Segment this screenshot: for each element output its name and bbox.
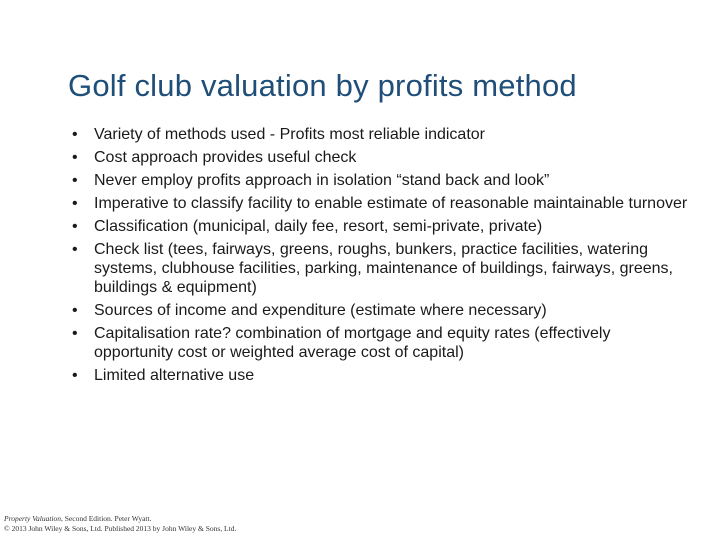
bullet-text: Check list (tees, fairways, greens, roughs, bunkers, practice facilities, watering systems, clubhouse facilities, parking, maintenance of buildings, fairways, greens, buildings & equipment): [94, 241, 673, 296]
bullet-dot-icon: •: [72, 195, 78, 212]
bullet-list: [72, 125, 692, 389]
bullet-dot-icon: •: [72, 367, 78, 384]
bullet-text: Never employ profits approach in isolation “stand back and look”: [94, 172, 550, 189]
bullet-item: [72, 194, 692, 213]
bullet-text: Imperative to classify facility to enable estimate of reasonable maintainable turnover: [94, 195, 688, 212]
copyright-footer: [4, 514, 236, 534]
bullet-dot-icon: •: [72, 241, 78, 258]
bullet-dot-icon: •: [72, 172, 78, 189]
footer-copyright: © 2013 John Wiley & Sons, Ltd. Published 2013 by John Wiley & Sons, Ltd.: [4, 524, 237, 533]
bullet-text: Limited alternative use: [94, 367, 255, 384]
footer-book-line: [4, 514, 236, 524]
bullet-text: Variety of methods used - Profits most reliable indicator: [94, 126, 485, 143]
bullet-item: [72, 171, 692, 190]
bullet-dot-icon: •: [72, 149, 78, 166]
bullet-text: Sources of income and expenditure (estimate where necessary): [94, 302, 547, 319]
bullet-dot-icon: •: [72, 302, 78, 319]
bullet-item: [72, 240, 692, 297]
bullet-item: [72, 324, 692, 362]
bullet-text: Cost approach provides useful check: [94, 149, 357, 166]
bullet-text: Capitalisation rate? combination of mortgage and equity rates (effectively opportunity cost or weighted average cost of capital): [94, 325, 611, 361]
bullet-text: Classification (municipal, daily fee, resort, semi-private, private): [94, 218, 543, 235]
bullet-item: [72, 366, 692, 385]
bullet-dot-icon: •: [72, 325, 78, 342]
bullet-item: [72, 217, 692, 236]
footer-book-title: Property Valuation: [4, 514, 62, 523]
footer-book-edition: , Second Edition. Peter Wyatt.: [61, 514, 152, 523]
bullet-item: [72, 148, 692, 167]
slide-title: Golf club valuation by profits method: [68, 68, 577, 103]
bullet-dot-icon: •: [72, 218, 78, 235]
bullet-item: [72, 125, 692, 144]
bullet-item: [72, 301, 692, 320]
bullet-dot-icon: •: [72, 126, 78, 143]
